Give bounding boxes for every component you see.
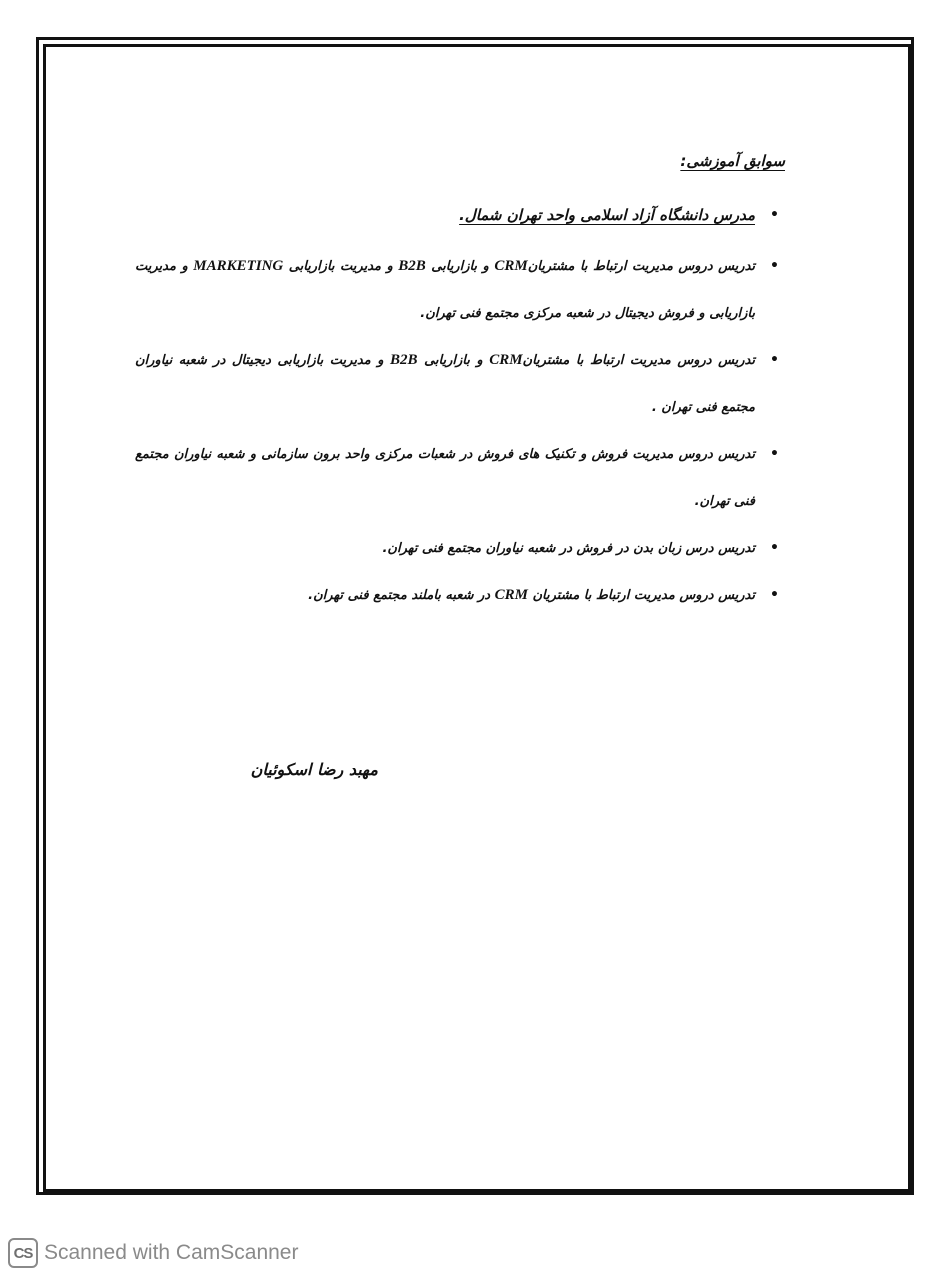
signature-name: مهبد رضا اسکوئیان (250, 760, 378, 779)
item-term: CRM (489, 352, 523, 368)
item-term: B2B (398, 258, 426, 274)
item-term: CRM (494, 587, 528, 603)
item-text: تدریس درس زبان بدن در فروش در شعبه نیاوران مجتمع فنی تهران. (382, 541, 755, 556)
camscanner-watermark (8, 1238, 298, 1268)
list-item (135, 192, 785, 239)
item-text: در شعبه باملند مجتمع فنی تهران. (308, 588, 495, 603)
item-text: و بازاریابی (417, 353, 490, 368)
camscanner-logo-icon: CS (8, 1238, 38, 1268)
item-text: تدریس دروس مدیریت ارتباط با مشتریان (527, 588, 755, 603)
bullet-icon: • (770, 446, 779, 462)
list-item (135, 525, 785, 572)
watermark-text: Scanned with CamScanner (44, 1241, 299, 1264)
list-item (135, 431, 785, 525)
list-item (135, 243, 785, 337)
item-text: تدریس دروس مدیریت ارتباط با مشتریان (522, 353, 756, 368)
bullet-icon: • (770, 258, 779, 274)
item-term: CRM (494, 258, 528, 274)
section-heading: سوابق آموزشی: (680, 152, 785, 170)
education-list (135, 192, 785, 619)
bullet-icon: • (770, 352, 779, 368)
item-term: MARKETING (193, 258, 284, 274)
bullet-icon: • (770, 587, 779, 603)
item-text: و مدیریت بازاریابی و فروش دیجیتال در شعبه مرکزی مجتمع فنی تهران. (135, 259, 755, 321)
list-item (135, 337, 785, 431)
list-item (135, 572, 785, 619)
item-text: تدریس دروس مدیریت فروش و تکنیک های فروش در شعبات مرکزی واحد برون سازمانی و شعبه نیاوران مجتمع فنی تهران. (135, 447, 755, 509)
item-text: و بازاریابی (425, 259, 495, 274)
item-text: مدرس دانشگاه آزاد اسلامی واحد تهران شمال. (459, 206, 755, 224)
item-term: B2B (390, 352, 418, 368)
item-text: و مدیریت بازاریابی (283, 259, 399, 274)
document-body (135, 140, 785, 619)
bullet-icon: • (770, 207, 779, 223)
bullet-icon: • (770, 540, 779, 556)
item-text: تدریس دروس مدیریت ارتباط با مشتریان (527, 259, 756, 274)
item-text: و مدیریت بازاریابی دیجیتال در شعبه نیاوران مجتمع فنی تهران . (135, 353, 755, 415)
